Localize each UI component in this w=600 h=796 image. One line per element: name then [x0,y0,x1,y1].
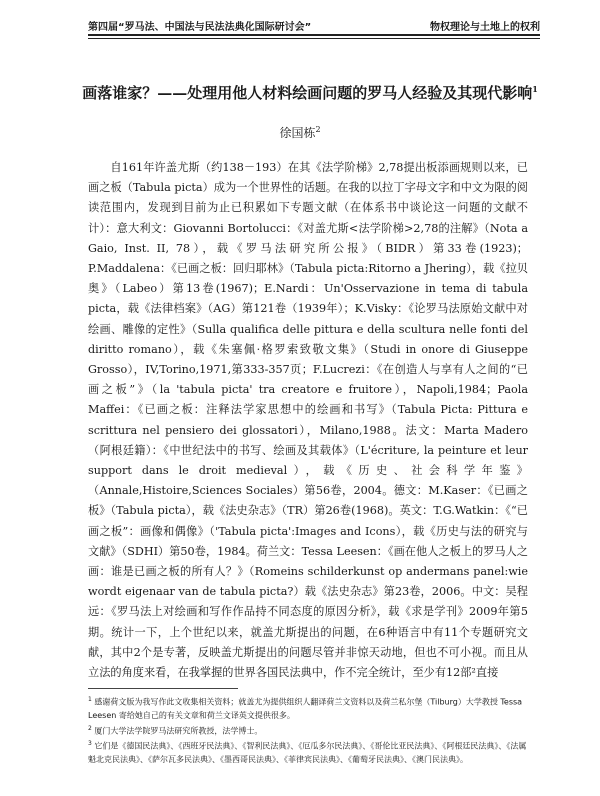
author-line [0,124,600,141]
footnote-mark: 1 [88,696,92,703]
header-rule-thick [88,34,540,36]
footnote-mark: 3 [88,740,92,748]
footnote-text: 它们是《德国民法典》、《西班牙民法典》、《智利民法典》、《厄瓜多尔民法典》、《哥伦比亚民法典》、《阿根廷民法典》、《法属魁北克民法典》、《萨尔瓦多民法典》、《墨西哥民法典》、《菲律宾民法典》、《葡萄牙民法典》、《澳门民法典》。 [88,741,527,764]
footnote-text: 感谢荷文版为我写作此文收集相关资料；就盖尤为提供组织人翻译荷兰文资料以及荷兰私尔堡（Tilburg）大学教授 Tessa Leesen 寄给她自己的有关文章和荷兰文译英文提供很多。 [88,697,523,720]
header-section-title: 物权理论与土地上的权利 [430,22,540,33]
article-body [88,158,528,683]
footnotes-section [88,688,528,766]
footnote-rule [88,688,238,689]
article-title-text: 画落谁家？——处理用他人材料绘画问题的罗马人经验及其现代影响 [82,84,533,102]
header-conference-title: 第四届“罗马法、中国法与民法法典化国际研讨会” [88,22,312,33]
body-paragraph: 自161年许盖尤斯（约138－193）在其《法学阶梯》2,78提出板添画规则以来，已画之板（Tabula picta）成为一个世界性的话题。在我的以拉丁字母文字和中文为限的阅读范围内，发现到目前为止已积累如下专题文献（在体系书中谈论这一问题的文献不计）：意大利文：Giovanni Bortolucci：《对盖尤斯<法学阶梯>2,78的注解》（Nota a Gaio, Inst. II, 78），载《罗马法研究所公报》（BIDR）第33卷(1923)；P.Maddalena：《已画之板：回归耶林》（Tabula picta:Ritorno a Jhering），载《拉贝奥》（Labeo）第13卷(1967)；E.Nardi：Un'Osservazione in tema di tabula picta，载《法律档案》（AG）第121卷（1939年）；K.Visky：《论罗马法原始文献中对绘画、雕像的定性》（Sulla qualifica delle pittura e della scultura nelle fonti del diritto romano），载《朱塞佩·格罗索致敬文集》（Studi in onore di Giuseppe Grosso），IV,Torino,1971,第333-357页；F.Lucrezi：《在创造人与享有人之间的“已画之板”》（la 'tabula picta' tra creatore e fruitore），Napoli,1984；Paola Maffei：《已画之板：注释法学家思想中的绘画和书写》（Tabula Picta: Pittura e scrittura nel pensiero dei glossatori），Milano,1988。法文：Marta Madero（阿根廷籍）：《中世纪法中的书写、绘画及其载体》（L'écriture, la peinture et leur support dans le droit medieval），载《历史、社会科学年鉴》（Annale,Histoire,Sciences Sociales）第56卷，2004。德文：M.Kaser：《已画之板》（Tabula picta），载《法史杂志》（TR）第26卷(1968)。英文：T.G.Watkin：《“已画之板”：画像和偶像》（'Tabula picta':Images and Icons），载《历史与法的研究与文献》（SDHI）第50卷，1984。荷兰文：Tessa Leesen：《画在他人之板上的罗马人之画：谁是已画之板的所有人？》（Romeins schilderkunst op andermans panel:wie wordt eigenaar van de tabula picta?）载《法史杂志》第23卷，2006。中文：吴程远：《罗马法上对绘画和写作作品持不同态度的原因分析》，载《求是学刊》2009年第5期。统计一下，上个世纪以来，就盖尤斯提出的问题，在6种语言中有11个专题研究文献，其中2个是专著，反映盖尤斯提出的问题尽管并非惊天动地，但也不可小视。而且从立法的角度来看，在我掌握的世界各国民法典中，作不完全统计，至少有12部²直接 [88,161,528,680]
running-header [88,16,540,36]
article-title [70,82,550,103]
footnote-1 [88,693,528,722]
footnote-2 [88,722,528,738]
title-footnote-mark[interactable]: 1 [532,84,538,94]
footnote-mark: 2 [88,724,92,732]
author-name: 徐国栋 [279,126,316,140]
footnote-text: 厦门大学法学院罗马法研究所教授，法学博士。 [94,726,263,736]
footnote-3 [88,737,528,766]
author-footnote-mark[interactable]: 2 [315,125,321,134]
header-rule-thin [88,38,540,39]
